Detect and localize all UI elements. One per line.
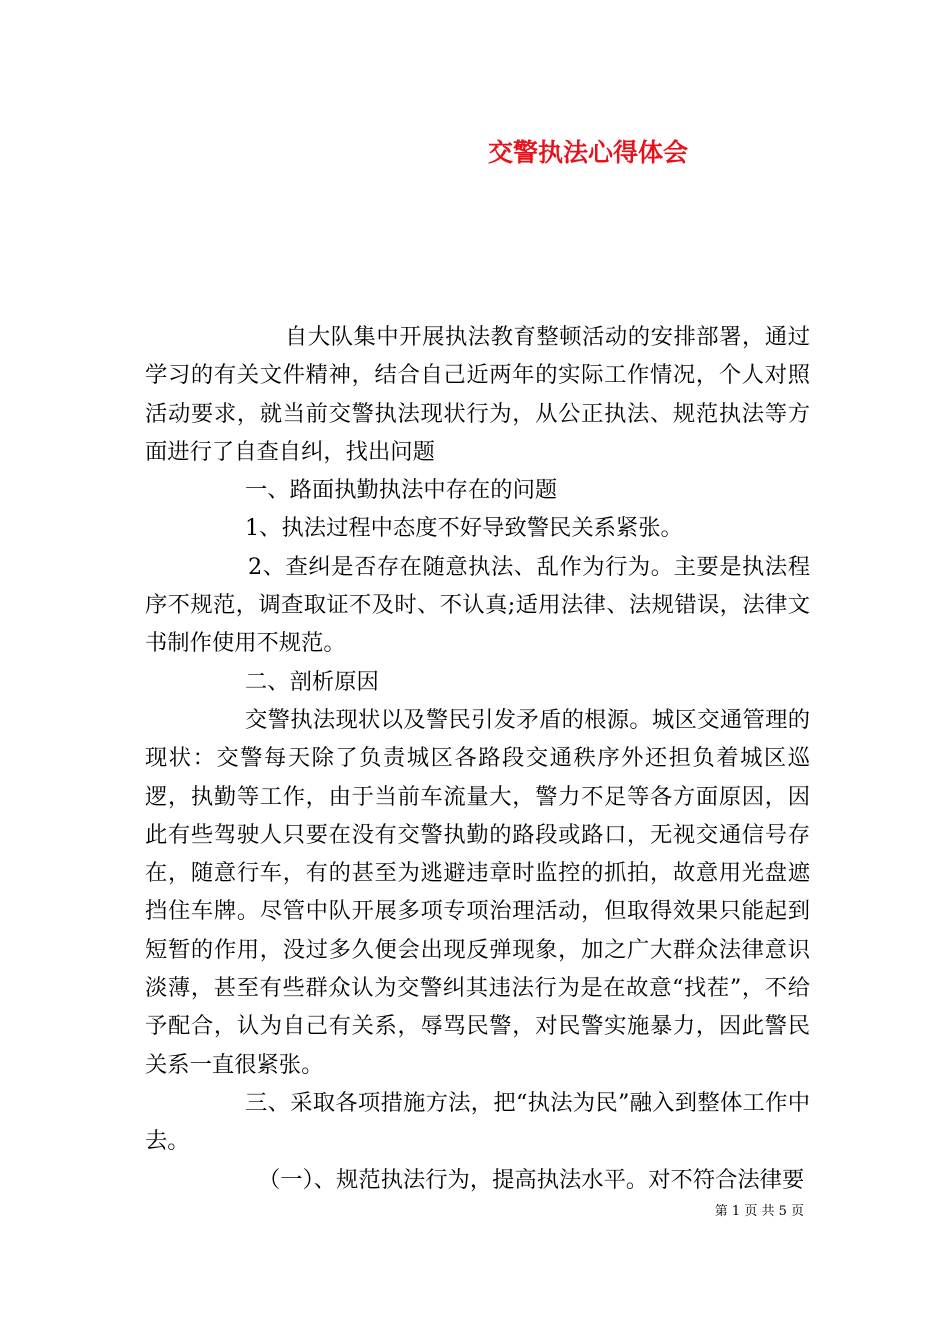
- list-item-2: 2、查纠是否存在随意执法、乱作为行为。主要是执法程序不规范，调查取证不及时、不认真;适用法律、法规错误，法律文书制作使用不规范。: [145, 553, 810, 657]
- list-item-1: 1、执法过程中态度不好导致警民关系紧张。: [245, 515, 683, 542]
- section-heading-3: 三、采取各项措施方法，把“执法为民”融入到整体工作中去。: [145, 1089, 810, 1155]
- document-title: 交警执法心得体会: [488, 138, 689, 167]
- subsection-1: （一）、规范执法行为，提高执法水平。对不符合法律要: [258, 1166, 805, 1193]
- paragraph-analysis: 交警执法现状以及警民引发矛盾的根源。城区交通管理的现状：交警每天除了负责城区各路段交通秩序外还担负着城区巡逻，执勤等工作，由于当前车流量大，警力不足等各方面原因，因此有些驾驶人只要在没有交警执勤的路段或路口，无视交通信号存在，随意行车，有的甚至为逃避违章时监控的抓拍，故意用光盘遮挡住车牌。尽管中队开展多项专项治理活动，但取得效果只能起到短暂的作用，没过多久便会出现反弹现象，加之广大群众法律意识淡薄，甚至有些群众认为交警纠其违法行为是在故意“找茬”，不给予配合，认为自己有关系，辱骂民警，对民警实施暴力，因此警民关系一直很紧张。: [145, 706, 810, 1078]
- paragraph-intro: 自大队集中开展执法教育整顿活动的安排部署，通过学习的有关文件精神，结合自己近两年的实际工作情况，个人对照活动要求，就当前交警执法现状行为，从公正执法、规范执法等方面进行了自查自纠，找出问题: [145, 324, 810, 465]
- document-body: [145, 318, 810, 1199]
- section-heading-1: 一、路面执勤执法中存在的问题: [245, 477, 558, 504]
- section-heading-2: 二、剖析原因: [245, 668, 379, 695]
- page-number: 第 1 页 共 5 页: [714, 1204, 804, 1219]
